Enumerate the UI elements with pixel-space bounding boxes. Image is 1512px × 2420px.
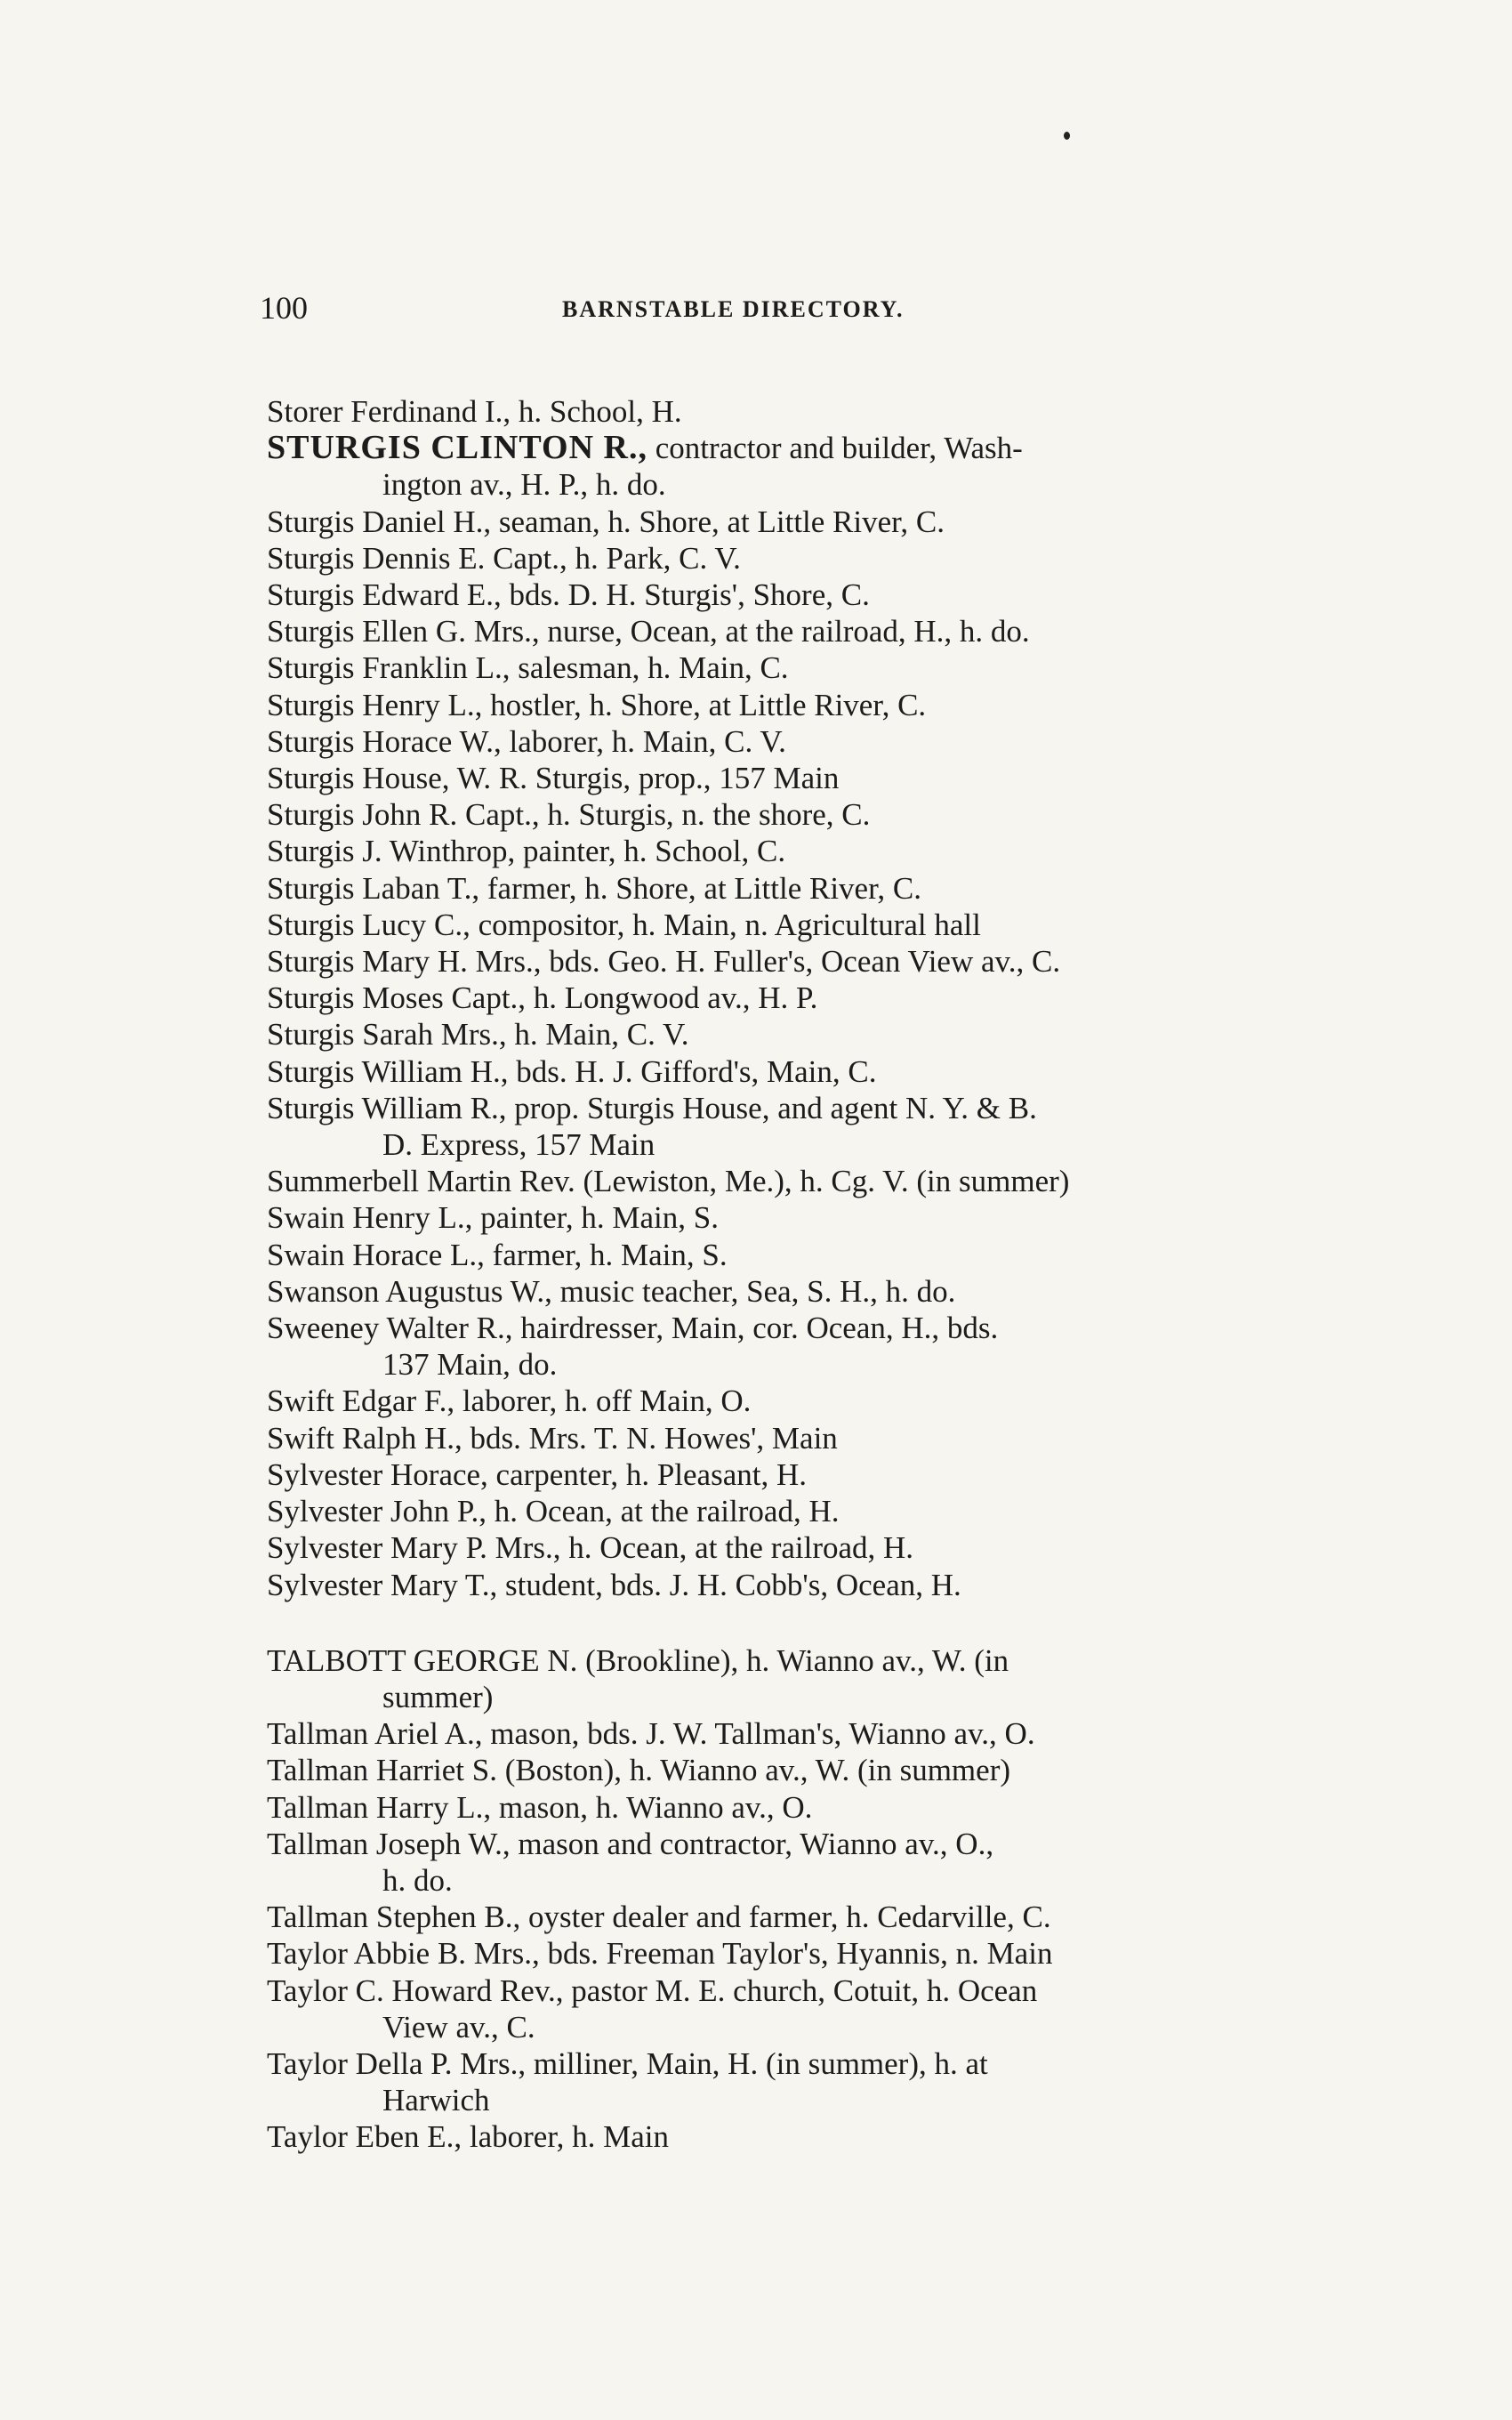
directory-entry (267, 687, 1334, 723)
directory-entry (267, 1237, 1334, 1273)
directory-entry (267, 1642, 1334, 1715)
entry-text: Sturgis J. Winthrop, painter, h. School, C. (267, 834, 786, 869)
entry-continuation: ington av., H. P., h. do. (382, 467, 666, 503)
entry-text: Sylvester Horace, carpenter, h. Pleasant, H. (267, 1456, 807, 1492)
directory-entry (267, 1493, 1334, 1529)
entry-text: Taylor Abbie B. Mrs., bds. Freeman Taylor's, Hyannis, n. Main (267, 1936, 1053, 1972)
directory-entry (267, 1752, 1334, 1788)
entry-text: Sturgis Franklin L., salesman, h. Main, C. (267, 650, 789, 686)
entry-text: Taylor Eben E., laborer, h. Main (267, 2119, 669, 2155)
entry-text: Tallman Harriet S. (Boston), h. Wianno av., W. (in summer) (267, 1753, 1011, 1788)
directory-entry (267, 1310, 1334, 1383)
directory-entry (267, 760, 1334, 796)
entry-continuation: Harwich (382, 2083, 490, 2118)
directory-entry (267, 833, 1334, 869)
entry-text: Sweeney Walter R., hairdresser, Main, cor. Ocean, H., bds. (267, 1311, 999, 1346)
entry-text: Taylor C. Howard Rev., pastor M. E. church, Cotuit, h. Ocean (267, 1972, 1038, 2008)
entry-text: Sylvester Mary P. Mrs., h. Ocean, at the railroad, H. (267, 1530, 914, 1566)
entry-text: Sturgis Henry L., hostler, h. Shore, at Little River, C. (267, 687, 927, 722)
directory-entry (267, 1715, 1334, 1752)
entry-text: Sturgis Mary H. Mrs., bds. Geo. H. Fuller's, Ocean View av., C. (267, 944, 1061, 980)
entry-text: Tallman Harry L., mason, h. Wianno av., O. (267, 1789, 813, 1825)
directory-entry (267, 1273, 1334, 1310)
entry-text: Sturgis House, W. R. Sturgis, prop., 157 Main (267, 761, 840, 796)
entry-text: Swanson Augustus W., music teacher, Sea, S. H., h. do. (267, 1273, 956, 1309)
entry-text: Swift Edgar F., laborer, h. off Main, O. (267, 1383, 752, 1419)
entry-text: Sturgis William R., prop. Sturgis House, and agent N. Y. & B. (267, 1090, 1037, 1125)
directory-entry (267, 980, 1334, 1016)
entry-text: Sylvester John P., h. Ocean, at the railroad, H. (267, 1494, 840, 1529)
entry-text: Sturgis Horace W., laborer, h. Main, C. V. (267, 723, 786, 759)
directory-entry (267, 393, 1334, 430)
entry-text: Sturgis Ellen G. Mrs., nurse, Ocean, at the railroad, H., h. do. (267, 614, 1030, 649)
entry-text: Sylvester Mary T., student, bds. J. H. Cobb's, Ocean, H. (267, 1567, 961, 1602)
directory-entry (267, 1972, 1334, 2045)
entry-text: TALBOTT GEORGE N. (Brookline), h. Wianno av., W. (in (267, 1642, 1009, 1678)
entry-continuation: summer) (382, 1679, 494, 1714)
entry-text: Swift Ralph H., bds. Mrs. T. N. Howes', Main (267, 1420, 838, 1456)
entry-text: Tallman Stephen B., oyster dealer and farmer, h. Cedarville, C. (267, 1900, 1051, 1935)
entry-text: Sturgis William H., bds. H. J. Gifford's, Main, C. (267, 1053, 877, 1089)
directory-entry (267, 1199, 1334, 1236)
directory-entry (267, 1090, 1334, 1163)
directory-entry (267, 1567, 1334, 1603)
directory-entry (267, 1163, 1334, 1199)
directory-entry (267, 1016, 1334, 1053)
entry-text: Sturgis Edward E., bds. D. H. Sturgis', Shore, C. (267, 577, 870, 613)
running-title: BARNSTABLE DIRECTORY. (562, 296, 905, 322)
entry-text: Sturgis Moses Capt., h. Longwood av., H. P. (267, 980, 818, 1016)
running-head (260, 289, 1336, 334)
directory-entry (267, 577, 1334, 613)
directory-entry (267, 2118, 1334, 2155)
entry-text: Taylor Della P. Mrs., milliner, Main, H. (in summer), h. at (267, 2045, 988, 2081)
directory-entries (267, 393, 1334, 2156)
directory-entry (267, 1456, 1334, 1493)
directory-entry (267, 613, 1334, 649)
entry-text: Tallman Ariel A., mason, bds. J. W. Tallman's, Wianno av., O. (267, 1716, 1035, 1752)
directory-entry (267, 870, 1334, 907)
directory-entry (267, 1053, 1334, 1090)
directory-entry (267, 1899, 1334, 1935)
directory-entry (267, 1935, 1334, 1972)
entry-text: Storer Ferdinand I., h. School, H. (267, 394, 682, 429)
entry-text: Summerbell Martin Rev. (Lewiston, Me.), h. Cg. V. (in summer) (267, 1164, 1070, 1199)
directory-entry (267, 1383, 1334, 1419)
entry-text: Sturgis John R. Capt., h. Sturgis, n. the shore, C. (267, 797, 871, 833)
directory-entry (267, 796, 1334, 833)
directory-entry (267, 943, 1334, 980)
entry-text: Sturgis Lucy C., compositor, h. Main, n. Agricultural hall (267, 907, 981, 942)
directory-entry (267, 1529, 1334, 1566)
directory-entry (267, 504, 1334, 540)
directory-entry (267, 1826, 1334, 1899)
directory-entry (267, 1420, 1334, 1456)
directory-entry (267, 907, 1334, 943)
entry-text: Sturgis Laban T., farmer, h. Shore, at Little River, C. (267, 870, 921, 906)
ink-speck (1064, 132, 1070, 140)
directory-entry (267, 1789, 1334, 1826)
directory-entry (267, 540, 1334, 577)
entry-text: Sturgis Dennis E. Capt., h. Park, C. V. (267, 540, 741, 576)
directory-entry (267, 430, 1334, 503)
entry-continuation: h. do. (382, 1862, 453, 1898)
entry-continuation: 137 Main, do. (382, 1347, 558, 1383)
directory-entry (267, 2045, 1334, 2118)
section-spacer (267, 1603, 1334, 1642)
entry-text: Swain Horace L., farmer, h. Main, S. (267, 1237, 728, 1272)
directory-entry (267, 723, 1334, 760)
entry-text: Tallman Joseph W., mason and contractor, Wianno av., O., (267, 1826, 994, 1861)
directory-entry (267, 649, 1334, 686)
entry-name-bold: STURGIS CLINTON R., (267, 429, 647, 467)
entry-text: Sturgis Sarah Mrs., h. Main, C. V. (267, 1017, 689, 1053)
entry-text: contractor and builder, Wash- (647, 431, 1023, 466)
entry-text: Swain Henry L., painter, h. Main, S. (267, 1200, 719, 1236)
entry-continuation: View av., C. (382, 2009, 535, 2045)
page-number: 100 (260, 290, 308, 326)
entry-text: Sturgis Daniel H., seaman, h. Shore, at Little River, C. (267, 504, 945, 539)
entry-continuation: D. Express, 157 Main (382, 1127, 655, 1163)
